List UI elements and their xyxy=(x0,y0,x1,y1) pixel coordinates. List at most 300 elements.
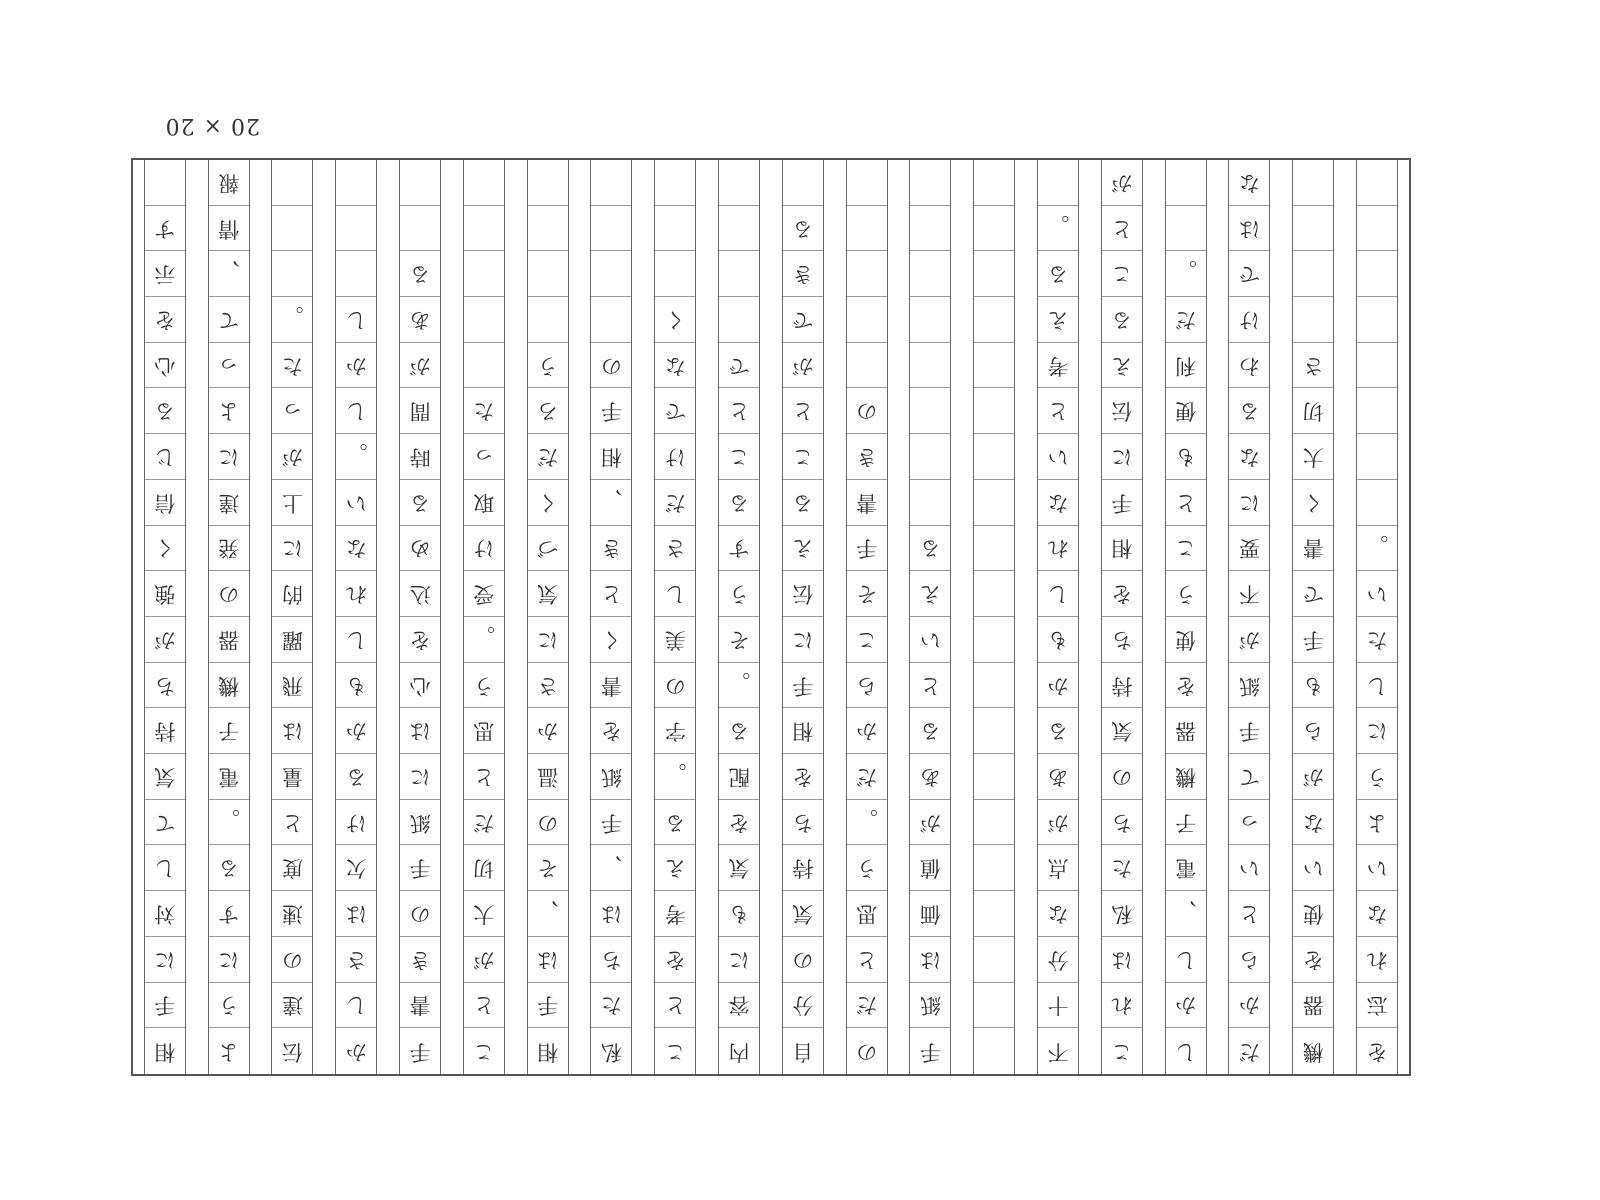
grid-cell xyxy=(1293,251,1333,297)
grid-column xyxy=(591,160,633,1074)
grid-cell xyxy=(336,206,376,252)
grid-cell: 欠 xyxy=(336,846,376,892)
grid-cell xyxy=(528,297,568,343)
grid-cell: る xyxy=(145,389,185,435)
grid-cell: る xyxy=(1038,708,1078,754)
grid-cell: っ xyxy=(464,434,504,480)
grid-cell: 私 xyxy=(1102,891,1142,937)
grid-cell: 持 xyxy=(1102,663,1142,709)
grid-cell: の xyxy=(592,343,632,389)
grid-cell: 。 xyxy=(464,617,504,663)
grid-cell: 達 xyxy=(273,983,313,1029)
grid-cell: が xyxy=(145,617,185,663)
grid-cell: る xyxy=(336,754,376,800)
grid-cell: か xyxy=(336,708,376,754)
grid-cell xyxy=(974,663,1014,709)
grid-cell xyxy=(464,206,504,252)
grid-cell: 大 xyxy=(1293,434,1333,480)
grid-cell: を xyxy=(1102,571,1142,617)
grid-cell: い xyxy=(1357,571,1397,617)
grid-cell xyxy=(974,571,1014,617)
grid-cell: あ xyxy=(400,297,440,343)
grid-cell: 時 xyxy=(400,434,440,480)
grid-cell: 発 xyxy=(209,526,249,572)
grid-cell: 手 xyxy=(145,983,185,1029)
grid-cell: 手 xyxy=(400,846,440,892)
grid-cell: し xyxy=(1357,663,1397,709)
grid-cell xyxy=(974,617,1014,663)
grid-cell: 紙 xyxy=(400,800,440,846)
grid-cell: う xyxy=(209,983,249,1029)
grid-cell: だ xyxy=(528,434,568,480)
grid-cell: る xyxy=(783,206,823,252)
grid-cell: も xyxy=(336,663,376,709)
grid-cell: 、 xyxy=(1166,891,1206,937)
grid-cell: 便 xyxy=(1166,389,1206,435)
grid-cell: ち xyxy=(592,937,632,983)
grid-cell: が xyxy=(400,343,440,389)
grid-cell: 容 xyxy=(719,983,759,1029)
grid-cell: る xyxy=(400,480,440,526)
grid-cell: え xyxy=(655,846,695,892)
grid-cell: と xyxy=(719,389,759,435)
grid-cell: と xyxy=(847,937,887,983)
grid-cell: に xyxy=(528,617,568,663)
grid-cell: は xyxy=(592,891,632,937)
grid-cell: 情 xyxy=(209,206,249,252)
grid-cell: け xyxy=(655,434,695,480)
grid-cell xyxy=(974,1028,1014,1074)
grid-cell: て xyxy=(209,297,249,343)
grid-cell: 。 xyxy=(209,800,249,846)
grid-cell: 。 xyxy=(1038,206,1078,252)
grid-cell xyxy=(974,389,1014,435)
grid-cell: こ xyxy=(1102,251,1142,297)
grid-column xyxy=(144,160,186,1074)
grid-cell xyxy=(1357,480,1397,526)
grid-cell: さ xyxy=(1293,343,1333,389)
grid-cell: な xyxy=(655,343,695,389)
grid-cell xyxy=(400,206,440,252)
grid-cell xyxy=(273,206,313,252)
grid-column xyxy=(1229,160,1271,1074)
grid-cell: 手 xyxy=(920,1039,941,1064)
grid-cell: の xyxy=(1102,754,1142,800)
grid-cell: 機 xyxy=(1302,1039,1324,1064)
grid-cell: し xyxy=(655,571,695,617)
grid-cell: だ xyxy=(1239,1039,1260,1064)
grid-cell xyxy=(464,297,504,343)
grid-cell xyxy=(783,160,823,206)
grid-cell: 。 xyxy=(273,297,313,343)
grid-cell: よ xyxy=(1357,800,1397,846)
grid-cell xyxy=(1038,160,1078,206)
grid-cell: え xyxy=(1038,297,1078,343)
grid-cell: と xyxy=(1038,389,1078,435)
grid-cell: 要 xyxy=(1230,526,1270,572)
grid-cell xyxy=(974,526,1014,572)
grid-cell: 取 xyxy=(464,480,504,526)
grid-cell: は xyxy=(528,937,568,983)
grid-cell: 対 xyxy=(145,891,185,937)
grid-cell: る xyxy=(1038,251,1078,297)
grid-cell: 大 xyxy=(464,891,504,937)
grid-cell: 気 xyxy=(719,846,759,892)
grid-cell: う xyxy=(1357,754,1397,800)
grid-cell xyxy=(336,160,376,206)
grid-cell: さ xyxy=(528,663,568,709)
grid-cell: 器 xyxy=(1166,708,1206,754)
grid-cell: に xyxy=(1230,480,1270,526)
grid-cell xyxy=(273,251,313,297)
grid-cell: 十 xyxy=(1038,983,1078,1029)
grid-cell xyxy=(974,937,1014,983)
grid-cell: き xyxy=(592,526,632,572)
grid-cell: だ xyxy=(1166,297,1206,343)
grid-cell xyxy=(719,297,759,343)
grid-cell xyxy=(1166,206,1206,252)
grid-cell: に xyxy=(209,937,249,983)
grid-cell: し xyxy=(336,983,376,1029)
grid-cell: 機 xyxy=(209,663,249,709)
grid-cell: 相 xyxy=(783,708,823,754)
grid-column xyxy=(208,160,250,1074)
grid-cell: 飛 xyxy=(273,663,313,709)
grid-cell: そ xyxy=(719,617,759,663)
grid-cell: 書 xyxy=(400,983,440,1029)
grid-cell: 気 xyxy=(783,891,823,937)
grid-cell: 自 xyxy=(792,1039,814,1064)
grid-cell: 気 xyxy=(145,754,185,800)
grid-cell xyxy=(974,708,1014,754)
grid-cell: 相 xyxy=(592,434,632,480)
grid-cell xyxy=(273,160,313,206)
grid-cell xyxy=(528,251,568,297)
grid-cell: る xyxy=(1102,297,1142,343)
grid-cell: は xyxy=(336,891,376,937)
grid-cell: 子 xyxy=(209,708,249,754)
grid-cell: と xyxy=(464,983,504,1029)
grid-cell: さ xyxy=(336,937,376,983)
grid-cell: だ xyxy=(847,754,887,800)
grid-cell: 価 xyxy=(911,891,951,937)
grid-cell: し xyxy=(1038,571,1078,617)
grid-cell: な xyxy=(1038,480,1078,526)
grid-cell: 電 xyxy=(1166,846,1206,892)
grid-cell: は xyxy=(1230,206,1270,252)
grid-cell: る xyxy=(783,480,823,526)
grid-cell: 、 xyxy=(592,846,632,892)
grid-cell: と xyxy=(655,983,695,1029)
grid-cell: 伝 xyxy=(282,1039,303,1064)
grid-cell: が xyxy=(273,434,313,480)
grid-cell: 込 xyxy=(400,571,440,617)
grid-cell: 、 xyxy=(209,251,249,297)
grid-cell: の xyxy=(273,937,313,983)
grid-cell: 相 xyxy=(537,1039,559,1064)
grid-cell xyxy=(911,297,951,343)
grid-cell: と xyxy=(464,754,504,800)
grid-cell: そ xyxy=(528,846,568,892)
grid-cell: 書 xyxy=(1293,526,1333,572)
grid-cell: と xyxy=(1166,480,1206,526)
grid-cell: 相 xyxy=(1102,526,1142,572)
grid-cell: 考 xyxy=(1038,343,1078,389)
grid-cell: な xyxy=(1038,891,1078,937)
grid-cell: じ xyxy=(145,434,185,480)
grid-column xyxy=(1356,160,1398,1074)
grid-cell: 相 xyxy=(154,1039,176,1064)
grid-cell xyxy=(911,343,951,389)
grid-cell: た xyxy=(273,343,313,389)
grid-cell: 心 xyxy=(400,663,440,709)
grid-cell: 書 xyxy=(592,663,632,709)
grid-column xyxy=(272,160,314,1074)
grid-cell: 持 xyxy=(783,846,823,892)
grid-cell: か xyxy=(1230,983,1270,1029)
grid-cell: に xyxy=(273,526,313,572)
grid-cell: こ xyxy=(473,1039,495,1064)
grid-cell: 信 xyxy=(145,480,185,526)
grid-cell: な xyxy=(336,526,376,572)
grid-cell: な xyxy=(1230,434,1270,480)
grid-cell: う xyxy=(1166,571,1206,617)
grid-cell: を xyxy=(592,708,632,754)
grid-cell xyxy=(911,434,951,480)
grid-cell xyxy=(847,251,887,297)
grid-cell: え xyxy=(1102,343,1142,389)
grid-cell: に xyxy=(145,937,185,983)
grid-cell: っ xyxy=(273,389,313,435)
grid-cell: き xyxy=(400,937,440,983)
grid-cell: 報 xyxy=(209,160,249,206)
grid-cell: そ xyxy=(847,571,887,617)
grid-column xyxy=(527,160,569,1074)
grid-cell: も xyxy=(1166,434,1206,480)
grid-cell: に xyxy=(400,754,440,800)
grid-cell xyxy=(528,206,568,252)
grid-cell xyxy=(974,160,1014,206)
grid-cell: づ xyxy=(528,526,568,572)
grid-cell xyxy=(911,206,951,252)
grid-cell: 手 xyxy=(592,389,632,435)
grid-cell xyxy=(655,251,695,297)
grid-cell: と xyxy=(911,663,951,709)
grid-cell xyxy=(1357,389,1397,435)
grid-column xyxy=(1101,160,1143,1074)
grid-cell: こ xyxy=(719,434,759,480)
grid-cell xyxy=(911,480,951,526)
grid-cell: 書 xyxy=(847,480,887,526)
grid-cell: ら xyxy=(847,663,887,709)
grid-cell: か xyxy=(847,708,887,754)
grid-cell: 、 xyxy=(592,480,632,526)
grid-cell: い xyxy=(1293,846,1333,892)
grid-cell: い xyxy=(336,480,376,526)
grid-cell: い xyxy=(1357,846,1397,892)
grid-cell: う xyxy=(464,663,504,709)
grid-cell: 紙 xyxy=(911,983,951,1029)
grid-cell: の xyxy=(400,891,440,937)
grid-cell: か xyxy=(336,343,376,389)
grid-cell: っ xyxy=(1230,800,1270,846)
grid-cell xyxy=(974,480,1014,526)
grid-cell: 思 xyxy=(464,708,504,754)
grid-cell: 不 xyxy=(1230,571,1270,617)
grid-cell: る xyxy=(719,480,759,526)
grid-cell: を xyxy=(400,617,440,663)
grid-cell: 手 xyxy=(783,663,823,709)
grid-cell: く xyxy=(655,297,695,343)
grid-cell: 度 xyxy=(273,846,313,892)
grid-cell xyxy=(655,206,695,252)
grid-cell: え xyxy=(911,571,951,617)
grid-cell xyxy=(464,160,504,206)
grid-cell: 、 xyxy=(528,891,568,937)
grid-cell: く xyxy=(145,526,185,572)
grid-cell xyxy=(1293,160,1333,206)
grid-cell: を xyxy=(719,800,759,846)
grid-column xyxy=(399,160,441,1074)
grid-cell: 気 xyxy=(528,571,568,617)
grid-cell: だ xyxy=(655,480,695,526)
grid-cell: わ xyxy=(1230,343,1270,389)
grid-cell: い xyxy=(911,617,951,663)
grid-cell xyxy=(974,800,1014,846)
grid-cell: が xyxy=(1038,800,1078,846)
grid-cell: 紙 xyxy=(592,754,632,800)
grid-cell: え xyxy=(783,526,823,572)
grid-cell: し xyxy=(336,297,376,343)
grid-cell xyxy=(592,251,632,297)
grid-cell: 強 xyxy=(145,571,185,617)
grid-cell xyxy=(847,160,887,206)
grid-cell xyxy=(974,891,1014,937)
grid-cell: こ xyxy=(664,1039,686,1064)
grid-cell: だ xyxy=(464,800,504,846)
grid-cell xyxy=(974,297,1014,343)
grid-cell: あ xyxy=(1038,754,1078,800)
grid-cell: ろ xyxy=(528,389,568,435)
grid-cell: て xyxy=(145,800,185,846)
grid-cell: れ xyxy=(336,571,376,617)
grid-cell: う xyxy=(847,846,887,892)
grid-cell: 考 xyxy=(655,891,695,937)
grid-cell: い xyxy=(1038,434,1078,480)
grid-cell: 受 xyxy=(464,571,504,617)
grid-cell xyxy=(592,297,632,343)
grid-cell: た xyxy=(1357,617,1397,663)
grid-cell: 温 xyxy=(528,754,568,800)
grid-column xyxy=(463,160,505,1074)
grid-cell: が xyxy=(911,800,951,846)
grid-cell: 字 xyxy=(655,708,695,754)
grid-cell: が xyxy=(783,343,823,389)
grid-cell: く xyxy=(592,617,632,663)
grid-cell: で xyxy=(719,343,759,389)
grid-cell: よ xyxy=(209,389,249,435)
grid-cell xyxy=(847,297,887,343)
grid-cell: に xyxy=(1102,434,1142,480)
grid-column xyxy=(1037,160,1079,1074)
grid-cell: 気 xyxy=(1102,708,1142,754)
grid-cell: ち xyxy=(1102,800,1142,846)
grid-cell: た xyxy=(1102,846,1142,892)
grid-cell: な xyxy=(1230,160,1270,206)
grid-cell xyxy=(464,251,504,297)
grid-cell xyxy=(592,160,632,206)
grid-cell: 。 xyxy=(336,434,376,480)
grid-cell xyxy=(974,983,1014,1029)
grid-cell: た xyxy=(592,983,632,1029)
grid-cell xyxy=(974,754,1014,800)
grid-cell xyxy=(719,251,759,297)
grid-cell: 。 xyxy=(1357,526,1397,572)
grid-cell: 上 xyxy=(273,480,313,526)
grid-cell: 持 xyxy=(145,708,185,754)
grid-cell: く xyxy=(1293,480,1333,526)
grid-cell: ら xyxy=(1293,708,1333,754)
grid-cell xyxy=(1293,206,1333,252)
grid-cell xyxy=(464,343,504,389)
grid-cell: 示 xyxy=(145,251,185,297)
grid-cell: る xyxy=(400,251,440,297)
grid-column xyxy=(335,160,377,1074)
grid-cell: 利 xyxy=(1166,343,1206,389)
grid-cell xyxy=(1357,297,1397,343)
grid-cell: く xyxy=(528,480,568,526)
grid-cell: 点 xyxy=(1038,846,1078,892)
grid-cell: 器 xyxy=(209,617,249,663)
grid-cell xyxy=(528,160,568,206)
grid-cell: き xyxy=(847,434,887,480)
grid-cell: っ xyxy=(209,343,249,389)
grid-cell: を xyxy=(145,297,185,343)
grid-cell: か xyxy=(528,708,568,754)
grid-cell: な xyxy=(1357,891,1397,937)
grid-cell xyxy=(1357,160,1397,206)
grid-cell: の xyxy=(209,571,249,617)
grid-cell: と xyxy=(783,389,823,435)
grid-cell: 手 xyxy=(1102,480,1142,526)
grid-cell: だ xyxy=(847,983,887,1029)
grid-cell xyxy=(719,206,759,252)
grid-cell: 速 xyxy=(273,891,313,937)
grid-cell xyxy=(1357,251,1397,297)
grid-cell: い xyxy=(1230,846,1270,892)
grid-cell xyxy=(974,434,1014,480)
grid-cell: 的 xyxy=(273,571,313,617)
grid-cell: き xyxy=(783,251,823,297)
grid-cell: 分 xyxy=(783,983,823,1029)
grid-cell: 伝 xyxy=(1102,389,1142,435)
grid-cell: で xyxy=(783,297,823,343)
grid-cell: で xyxy=(1293,571,1333,617)
grid-cell: 使 xyxy=(1166,617,1206,663)
grid-cell: る xyxy=(911,526,951,572)
grid-cell: 手 xyxy=(1293,617,1333,663)
grid-cell: の xyxy=(655,663,695,709)
grid-cell: か xyxy=(1166,983,1206,1029)
grid-cell: し xyxy=(336,617,376,663)
grid-cell: ち xyxy=(783,800,823,846)
grid-cell: 。 xyxy=(655,754,695,800)
grid-cell xyxy=(336,251,376,297)
grid-cell: し xyxy=(1166,937,1206,983)
grid-cell: れ xyxy=(1038,526,1078,572)
grid-cell: 値 xyxy=(911,846,951,892)
grid-cell xyxy=(1293,297,1333,343)
